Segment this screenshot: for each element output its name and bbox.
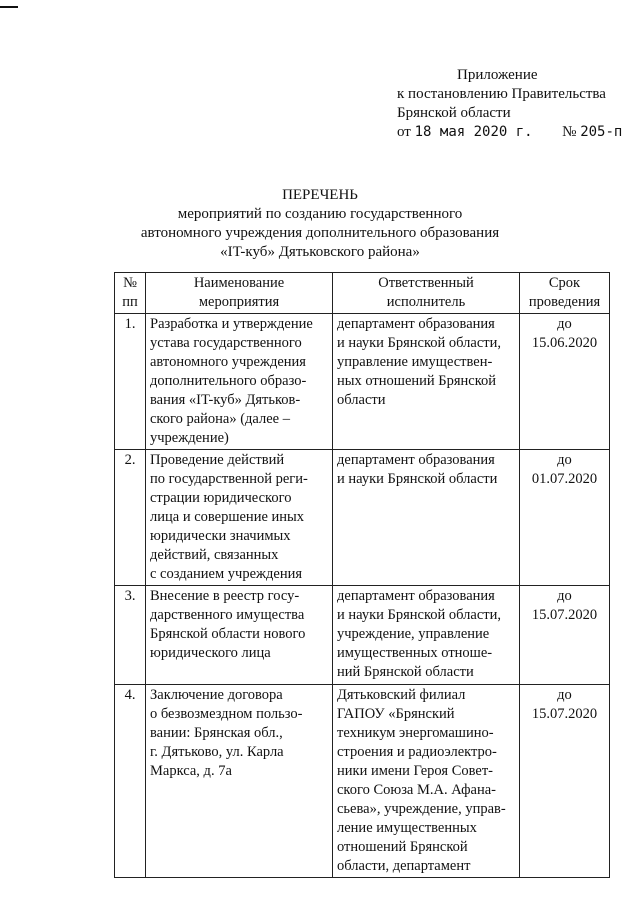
header-term: Срок проведения <box>520 273 610 314</box>
row-name: Проведение действий по государственной реги- страции юридического лица и совершение иных юридически значимых действий, связанных с созданием учреждения <box>146 450 333 586</box>
table-header-row <box>115 273 610 314</box>
row-term: до 15.07.2020 <box>520 586 610 685</box>
appendix-label: Приложение <box>457 67 538 83</box>
header-num: № пп <box>115 273 146 314</box>
row-num: 1. <box>115 314 146 450</box>
table-row <box>115 314 610 450</box>
header-name: Наименование мероприятия <box>146 273 333 314</box>
row-term: до 15.07.2020 <box>520 685 610 878</box>
table-row <box>115 586 610 685</box>
row-executor: департамент образования и науки Брянской области, управление имуществен- ных отношений Брянской области <box>333 314 520 450</box>
appendix-date-line <box>397 123 622 142</box>
row-name: Заключение договора о безвозмездном пользо- вании: Брянская обл., г. Дятьково, ул. Карла Маркса, д. 7а <box>146 685 333 878</box>
row-num: 3. <box>115 586 146 685</box>
title-line-3: автономного учреждения дополнительного образования <box>140 225 500 241</box>
row-executor: департамент образования и науки Брянской области <box>333 450 520 586</box>
document-title <box>0 186 640 262</box>
number-value: 205-п <box>580 124 623 140</box>
appendix-region: Брянской области <box>397 105 511 121</box>
measures-table <box>114 272 610 878</box>
table-row <box>115 450 610 586</box>
row-num: 4. <box>115 685 146 878</box>
title-line-2: мероприятий по созданию государственного <box>177 206 463 222</box>
row-num: 2. <box>115 450 146 586</box>
title-line-4: «IT-куб» Дятьковского района» <box>220 244 420 260</box>
row-name: Разработка и утверждение устава государственного автономного учреждения дополнительного образо- вания «IT-куб» Дятьков- ского района» (далее – учреждение) <box>146 314 333 450</box>
row-executor: департамент образования и науки Брянской области, учреждение, управление имущественных отноше- ний Брянской области <box>333 586 520 685</box>
date-prefix: от <box>397 124 411 140</box>
number-prefix: № <box>562 124 577 140</box>
table-row <box>115 685 610 878</box>
corner-mark <box>0 6 18 8</box>
title-line-1: ПЕРЕЧЕНЬ <box>282 187 358 203</box>
header-executor: Ответственный исполнитель <box>333 273 520 314</box>
appendix-header <box>397 66 622 142</box>
row-executor: Дятьковский филиал ГАПОУ «Брянский техникум энергомашино- строения и радиоэлектро- ники имени Героя Совет- ского Союза М.А. Афана- сьева», учреждение, управ- ление имущественных отношений Брянской области, департамент <box>333 685 520 878</box>
date-value: 18 мая 2020 г. <box>414 124 533 140</box>
row-name: Внесение в реестр госу- дарственного имущества Брянской области нового юридического лица <box>146 586 333 685</box>
appendix-resolution: к постановлению Правительства <box>397 86 606 102</box>
row-term: до 01.07.2020 <box>520 450 610 586</box>
row-term: до 15.06.2020 <box>520 314 610 450</box>
